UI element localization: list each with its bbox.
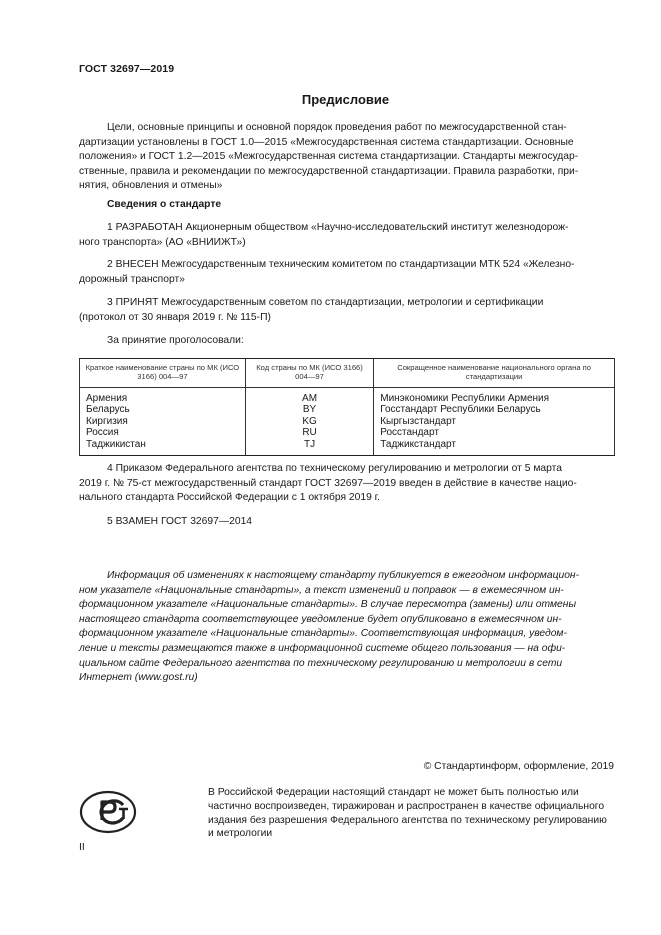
notice-line: циальном сайте Федерального агентства по техническому регулированию и метрологии в сети bbox=[79, 657, 563, 669]
item-line: 4 Приказом Федерального агентства по техническому регулированию и метрологии от 5 марта bbox=[107, 463, 562, 474]
item-line: 1 РАЗРАБОТАН Акционерным обществом «Научно-исследовательский институт железнодорож- bbox=[107, 222, 569, 233]
intro-paragraph bbox=[79, 121, 615, 194]
intro-line: Цели, основные принципы и основной порядок проведения работ по межгосударственной стан- bbox=[107, 122, 567, 133]
document-code-header: ГОСТ 32697—2019 bbox=[79, 63, 175, 75]
column-header-body: Сокращенное наименование национального органа по стандартизации bbox=[374, 359, 615, 388]
table-header-row bbox=[80, 359, 615, 388]
body-cell: Минэкономики Республики Армения bbox=[374, 387, 615, 404]
country-cell: Армения bbox=[80, 387, 246, 404]
intro-line: ственные, правила и рекомендации по межгосударственной стандартизации. Правила разработки, при- bbox=[79, 165, 579, 177]
body-cell: Росстандарт bbox=[374, 427, 615, 439]
notice-line: ном указателе «Национальные стандарты», а текст изменений и поправок — в ежемесячном ин- bbox=[79, 584, 564, 596]
notice-line: формационном указателе «Национальные стандарты». Соответствующая информация, уведом- bbox=[79, 628, 567, 640]
table-row bbox=[80, 404, 615, 416]
rights-statement bbox=[208, 786, 616, 841]
item-line: ного транспорта» (АО «ВНИИЖТ») bbox=[79, 236, 246, 248]
country-cell: Беларусь bbox=[80, 404, 246, 416]
code-cell: AM bbox=[245, 387, 373, 404]
body-cell: Госстандарт Республики Беларусь bbox=[374, 404, 615, 416]
copyright-notice: © Стандартинформ, оформление, 2019 bbox=[423, 761, 614, 772]
item-2 bbox=[79, 258, 615, 287]
item-line: 2019 г. № 75-ст межгосударственный стандарт ГОСТ 32697—2019 введен в действие в качестве нацио- bbox=[79, 477, 577, 489]
rights-line: издания без разрешения Федерального агентства по техническому регулированию bbox=[208, 814, 607, 826]
item-line: 2 ВНЕСЕН Межгосударственным техническим комитетом по стандартизации МТК 524 «Железно- bbox=[107, 259, 575, 270]
page-number: II bbox=[79, 842, 85, 853]
rights-line: частично воспроизведен, тиражирован и распространен в качестве официального bbox=[208, 800, 605, 812]
column-header-country: Краткое наименование страны по МК (ИСО 3166) 004—97 bbox=[80, 359, 246, 388]
table-row bbox=[80, 387, 615, 404]
rights-line: В Российской Федерации настоящий стандарт не может быть полностью или bbox=[208, 787, 579, 798]
code-cell: TJ bbox=[245, 439, 373, 456]
page-title: Предисловие bbox=[301, 92, 390, 107]
item-line: нального стандарта Российской Федерации с 1 октября 2019 г. bbox=[79, 492, 381, 504]
body-cell: Кыргызстандарт bbox=[374, 416, 615, 428]
notice-line: Интернет (www.gost.ru) bbox=[79, 672, 198, 684]
item-5: 5 ВЗАМЕН ГОСТ 32697—2014 bbox=[107, 516, 253, 527]
item-line: (протокол от 30 января 2019 г. № 115-П) bbox=[79, 311, 271, 323]
intro-line: дартизации установлены в ГОСТ 1.0—2015 «Межгосударственная система стандартизации. Основные bbox=[79, 136, 574, 148]
code-cell: KG bbox=[245, 416, 373, 428]
item-line: дорожный транспорт» bbox=[79, 273, 185, 285]
intro-line: нятия, обновления и отмены» bbox=[79, 180, 223, 192]
notice-line: настоящего стандарта соответствующее уведомление будет опубликовано в ежемесячном ин- bbox=[79, 613, 562, 625]
country-cell: Таджикистан bbox=[80, 439, 246, 456]
country-cell: Россия bbox=[80, 427, 246, 439]
notice-line: формационном указателе «Национальные стандарты». В случае пересмотра (замены) или отмены bbox=[79, 599, 577, 611]
amendments-notice bbox=[79, 569, 615, 686]
table-row bbox=[80, 416, 615, 428]
table-row bbox=[80, 427, 615, 439]
section-heading: Сведения о стандарте bbox=[107, 199, 222, 210]
code-cell: RU bbox=[245, 427, 373, 439]
notice-line: ление и тексты размещаются также в информационной системе общего пользования — на офи- bbox=[79, 642, 566, 654]
notice-line: Информация об изменениях к настоящему стандарту публикуется в ежегодном информацион- bbox=[107, 570, 580, 581]
intro-line: положения» и ГОСТ 1.2—2015 «Межгосударственная система стандартизации. Стандарты межгосудар- bbox=[79, 151, 579, 163]
country-cell: Киргизия bbox=[80, 416, 246, 428]
voting-table bbox=[79, 358, 615, 456]
column-header-code: Код страны по МК (ИСО 3166) 004—97 bbox=[245, 359, 373, 388]
item-line: 3 ПРИНЯТ Межгосударственным советом по стандартизации, метрологии и сертификации bbox=[107, 297, 544, 308]
item-3 bbox=[79, 296, 615, 325]
table-row bbox=[80, 439, 615, 456]
gost-r-certification-mark-icon bbox=[79, 790, 137, 839]
vote-intro: За принятие проголосовали: bbox=[107, 335, 244, 346]
body-cell: Таджикстандарт bbox=[374, 439, 615, 456]
item-4 bbox=[79, 462, 615, 506]
code-cell: BY bbox=[245, 404, 373, 416]
item-1 bbox=[79, 221, 615, 250]
rights-line: и метрологии bbox=[208, 828, 273, 840]
